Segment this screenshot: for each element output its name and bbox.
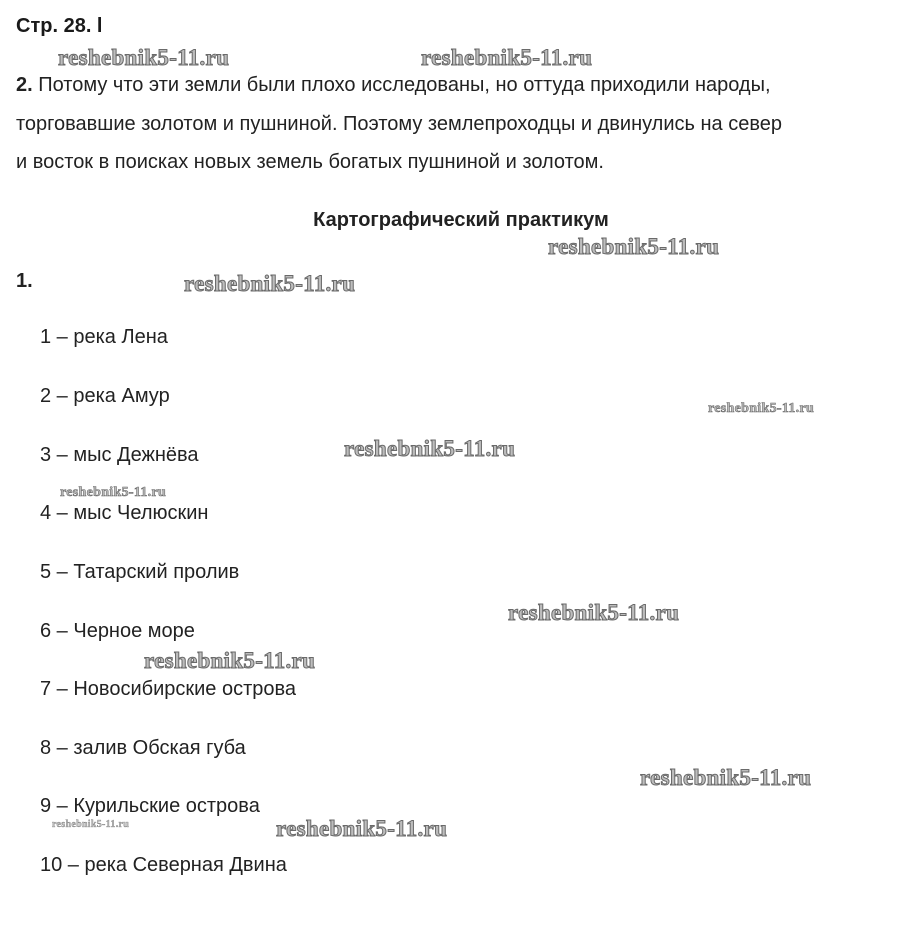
answer-item: 7 – Новосибирские острова: [40, 678, 297, 700]
paragraph-number: 2.: [16, 74, 33, 96]
answer-item: 2 – река Амур: [40, 385, 170, 407]
section-title: Картографический практикум: [313, 209, 609, 231]
paragraph-text: Потому что эти земли были плохо исследованы, но оттуда приходили народы,: [32, 74, 771, 96]
watermark: reshebnik5-11.ru: [58, 45, 230, 70]
task-number: 1.: [16, 270, 33, 292]
watermark: reshebnik5-11.ru: [508, 600, 680, 625]
answer-item: 10 – река Северная Двина: [40, 854, 287, 876]
answer-item: 5 – Татарский пролив: [40, 561, 240, 583]
answer-item: 6 – Черное море: [40, 620, 195, 642]
answer-item: 3 – мыс Дежнёва: [40, 444, 199, 466]
watermark: reshebnik5-11.ru: [640, 765, 812, 790]
answer-paragraph-line-2: торговавшие золотом и пушниной. Поэтому землепроходцы и двинулись на север: [16, 113, 782, 135]
watermark: reshebnik5-11.ru: [276, 816, 448, 841]
page-header: Стр. 28. l: [16, 15, 103, 37]
watermark: reshebnik5-11.ru: [184, 271, 356, 296]
watermark: reshebnik5-11.ru: [344, 436, 516, 461]
answer-item: 4 – мыс Челюскин: [40, 502, 209, 524]
answer-paragraph-line-3: и восток в поисках новых земель богатых пушниной и золотом.: [16, 151, 604, 173]
watermark: reshebnik5-11.ru: [708, 401, 815, 416]
watermark: reshebnik5-11.ru: [548, 234, 720, 259]
answer-paragraph-line-1: [16, 73, 771, 97]
answer-item: 9 – Курильские острова: [40, 795, 260, 817]
watermark: reshebnik5-11.ru: [60, 485, 167, 500]
watermark: reshebnik5-11.ru: [52, 819, 130, 830]
watermark: reshebnik5-11.ru: [144, 648, 316, 673]
answer-item: 1 – река Лена: [40, 326, 168, 348]
watermark: reshebnik5-11.ru: [421, 45, 593, 70]
answer-item: 8 – залив Обская губа: [40, 737, 246, 759]
